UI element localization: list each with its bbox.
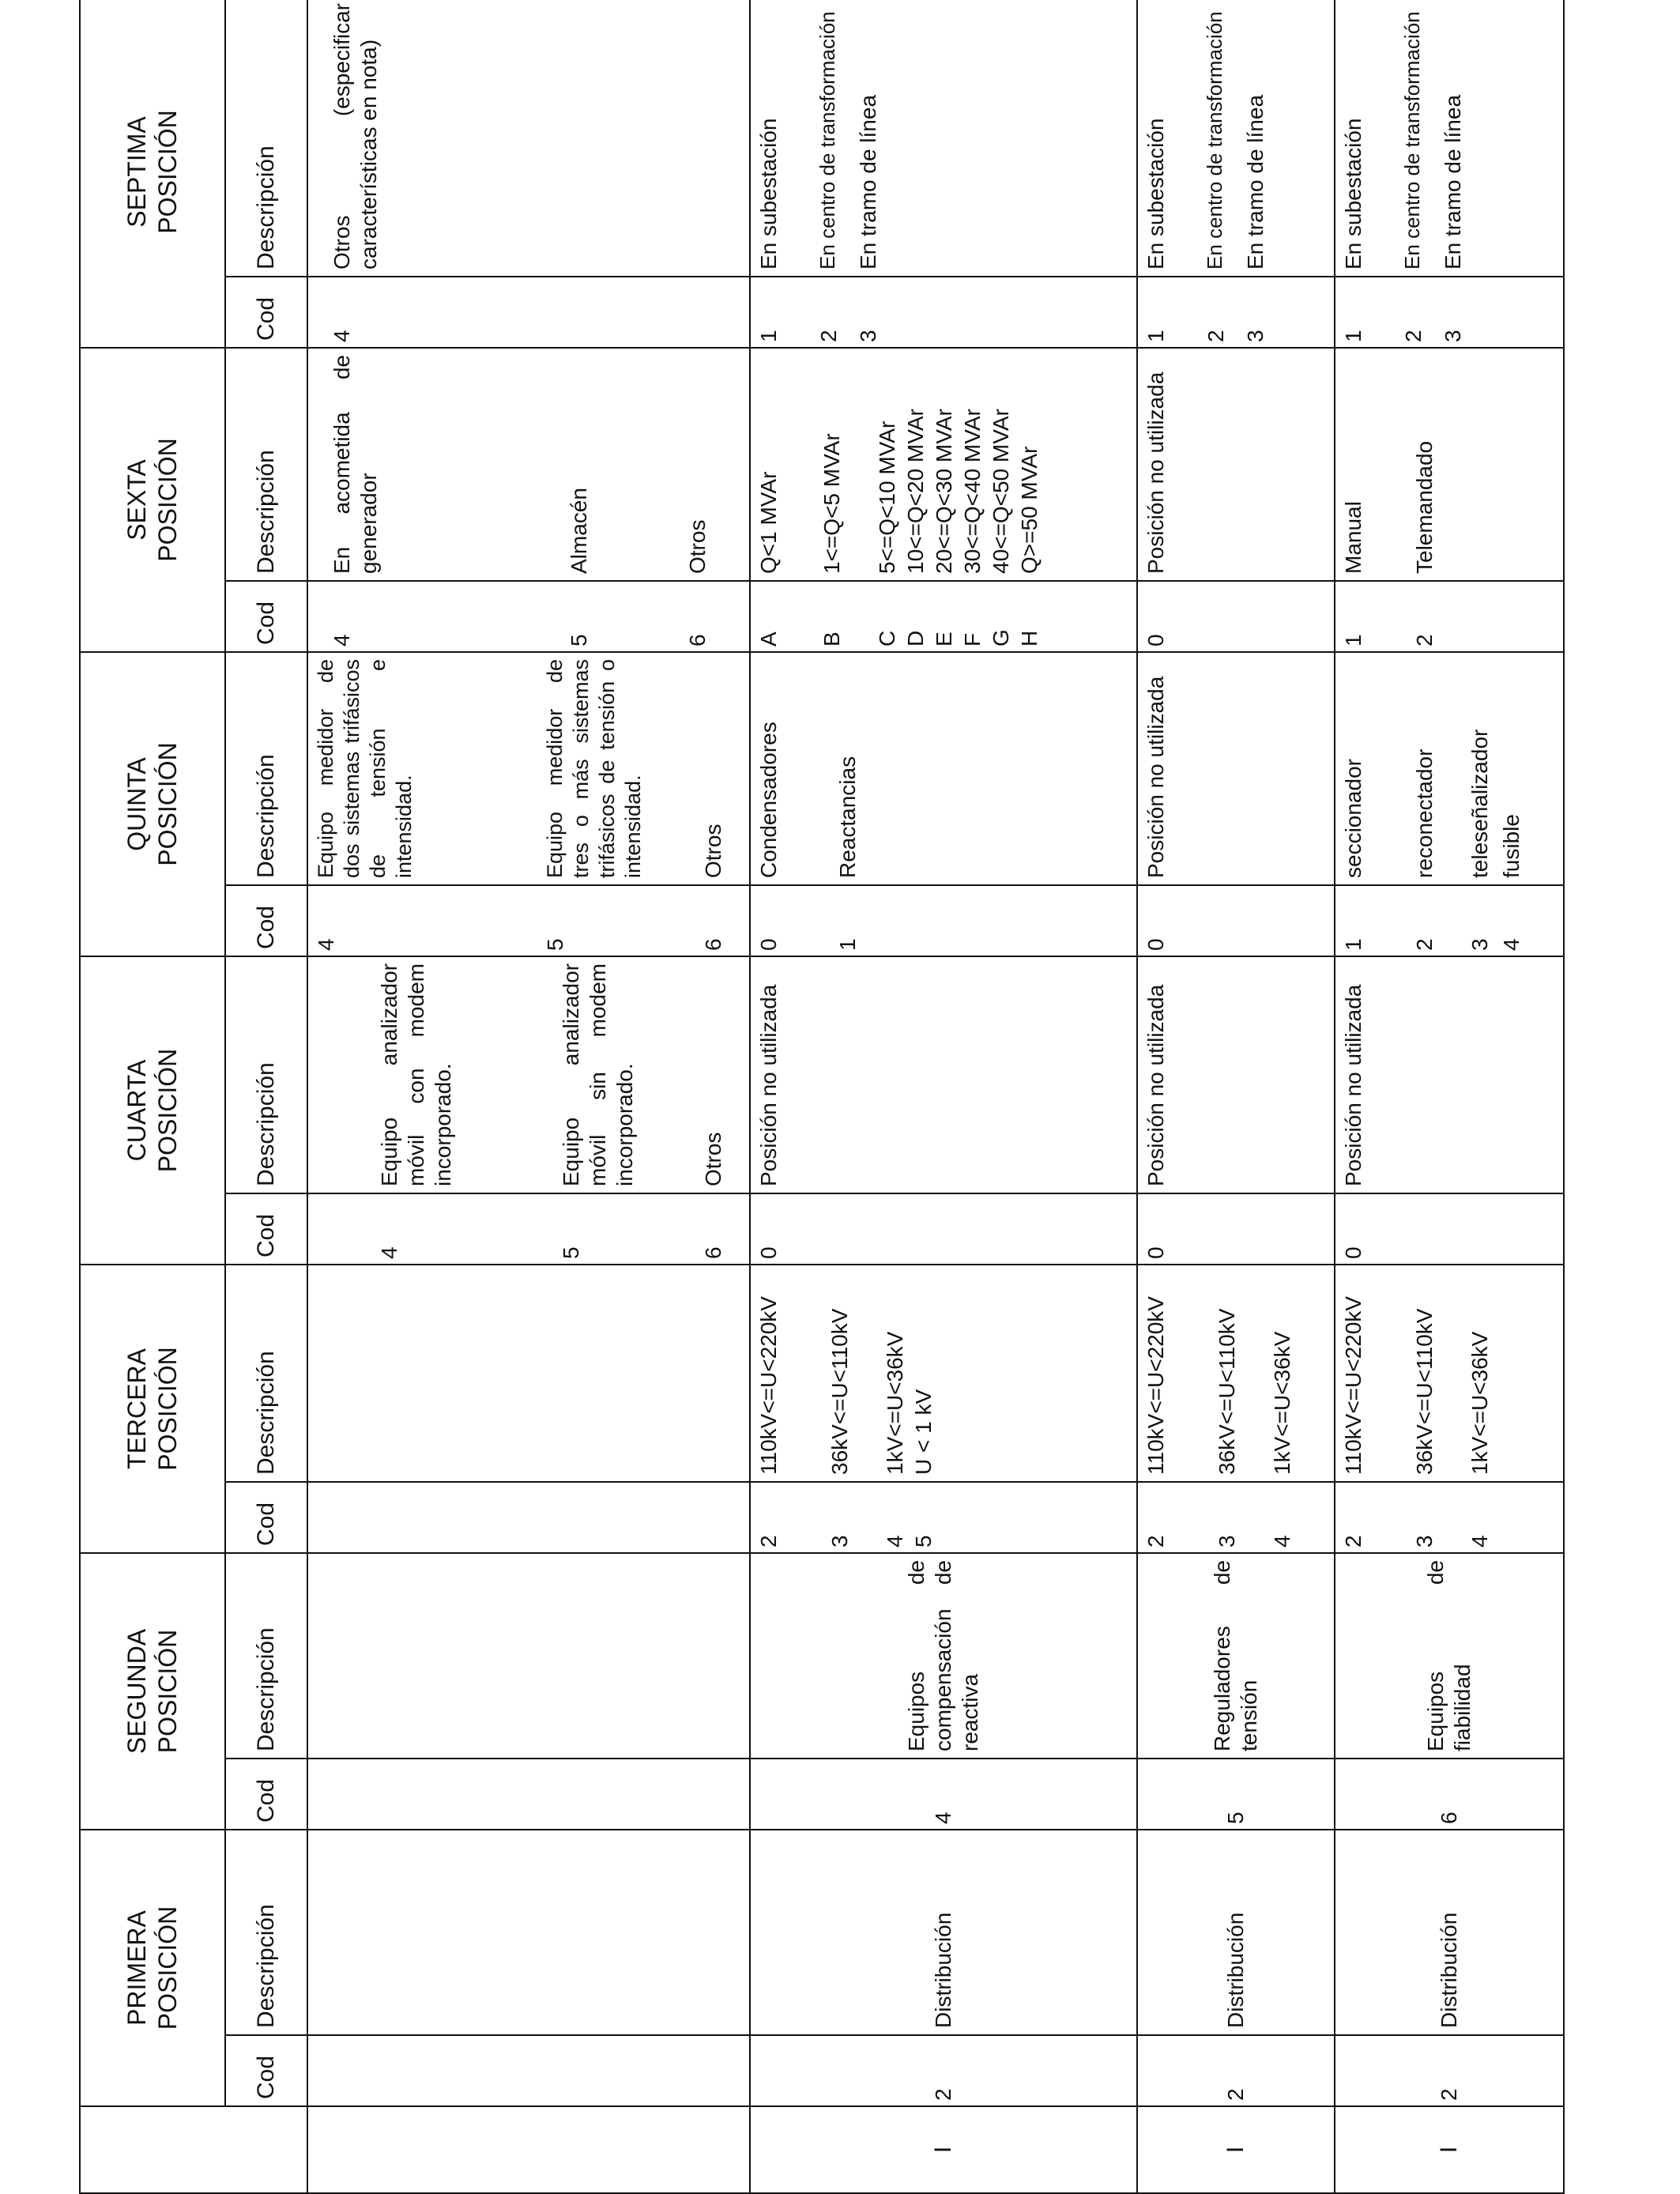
desc-value: En subestación xyxy=(1143,118,1168,270)
letter-cell: I xyxy=(1335,2106,1564,2193)
desc-cell: Distribución xyxy=(1335,1830,1564,2035)
desc-value: 36kV<=U<110kV xyxy=(1215,1308,1239,1475)
code-value: 4 xyxy=(377,1246,401,1259)
desc-value: 110kV<=U<220kV xyxy=(756,1296,781,1475)
header-subtitle: POSICIÓN xyxy=(153,1347,182,1471)
desc-cell: Posición no utilizada xyxy=(1137,348,1335,581)
cod-subheader: Cod xyxy=(225,1759,307,1830)
code-value: 4 xyxy=(314,938,338,951)
desc-value: Q>=50 MVAr xyxy=(1017,446,1042,574)
desc-cell: Posición no utilizada xyxy=(1335,956,1564,1193)
desc-value: Q<1 MVAr xyxy=(756,471,781,574)
desc-value: Otros xyxy=(701,824,725,878)
code-value: 1 xyxy=(1341,330,1365,342)
desc-value: Condensadores xyxy=(756,722,781,878)
cod-cell xyxy=(307,1482,750,1553)
desc-value: 1kV<=U<36kV xyxy=(1467,1331,1492,1475)
desc-cell xyxy=(1335,0,1564,277)
header-subtitle: POSICIÓN xyxy=(153,438,182,562)
desc-cell: Posición no utilizada xyxy=(1137,956,1335,1193)
desc-subheader: Descripción xyxy=(225,956,307,1193)
header-subtitle: POSICIÓN xyxy=(153,1629,182,1754)
code-value: 2 xyxy=(1341,1535,1365,1547)
desc-value: En centro de transformación xyxy=(1203,11,1226,270)
cod-cell xyxy=(307,885,750,956)
desc-cell xyxy=(750,0,1137,277)
desc-value: Manual xyxy=(1341,501,1365,574)
desc-value: Equipo medidor de dos sistemas trifásicos de tensión e intensidad. xyxy=(314,659,416,878)
code-value: H xyxy=(1017,630,1042,647)
cod-cell: 0 xyxy=(750,1193,1137,1265)
desc-cell: Equipos de fiabilidad xyxy=(1335,1553,1564,1759)
header-cuarta xyxy=(80,956,225,1265)
cod-cell: 2 xyxy=(1335,2035,1564,2106)
desc-cell xyxy=(307,652,750,885)
desc-cell xyxy=(307,956,750,1193)
code-value: 4 xyxy=(1467,1535,1492,1547)
cod-cell xyxy=(750,581,1137,652)
code-value: 4 xyxy=(330,634,354,647)
desc-cell xyxy=(307,348,750,581)
cod-cell: 5 xyxy=(1137,1759,1335,1830)
code-value: E xyxy=(932,631,956,647)
desc-value: fusible xyxy=(1499,814,1524,878)
desc-cell xyxy=(750,348,1137,581)
desc-cell: Posición no utilizada xyxy=(750,956,1137,1193)
desc-value: En tramo de línea xyxy=(1243,94,1268,270)
desc-subheader: Descripción xyxy=(225,0,307,277)
group-row-fiabilidad xyxy=(1335,0,1564,2193)
header-subtitle: POSICIÓN xyxy=(153,1906,182,2030)
cod-cell xyxy=(1335,1482,1564,1553)
header-title: SEPTIMA xyxy=(122,116,151,228)
cod-cell: 4 xyxy=(750,1759,1137,1830)
cod-cell xyxy=(750,885,1137,956)
rotated-table-sheet xyxy=(79,3,1565,2194)
cod-cell xyxy=(1137,1482,1335,1553)
code-value: 6 xyxy=(701,1246,725,1259)
group-row-reguladores xyxy=(1137,0,1335,2193)
desc-cell xyxy=(307,1553,750,1759)
code-value: 1 xyxy=(756,330,781,342)
desc-cell xyxy=(307,0,750,277)
code-value: 5 xyxy=(543,938,567,951)
code-value: 5 xyxy=(559,1246,583,1259)
cod-cell: 0 xyxy=(1137,581,1335,652)
cod-cell: 2 xyxy=(750,2035,1137,2106)
code-value: A xyxy=(756,631,781,647)
desc-cell xyxy=(1335,348,1564,581)
desc-cell xyxy=(1137,0,1335,277)
desc-value: 36kV<=U<110kV xyxy=(827,1308,852,1475)
desc-value: En tramo de línea xyxy=(1441,94,1465,270)
position-code-table xyxy=(79,0,1565,2194)
header-title: PRIMERA xyxy=(122,1910,151,2026)
desc-value: 110kV<=U<220kV xyxy=(1143,1296,1168,1475)
code-value: 5 xyxy=(911,1535,936,1547)
desc-subheader: Descripción xyxy=(225,1830,307,2035)
cod-cell xyxy=(750,1482,1137,1553)
desc-cell: Posición no utilizada xyxy=(1137,652,1335,885)
desc-value: 1<=Q<5 MVAr xyxy=(819,433,844,574)
desc-value: U < 1 kV xyxy=(911,1389,936,1475)
code-value: 4 xyxy=(1499,938,1524,951)
desc-value: Telemandado xyxy=(1412,440,1437,574)
desc-value: En subestación xyxy=(1341,118,1365,270)
code-value: C xyxy=(875,630,899,647)
desc-value: Equipo analizador móvil sin modem incorporado. xyxy=(559,963,638,1186)
cod-cell xyxy=(1335,581,1564,652)
code-value: 1 xyxy=(1143,330,1168,342)
desc-cell: Distribución xyxy=(750,1830,1137,2035)
desc-value: 5<=Q<10 MVAr xyxy=(875,420,899,574)
cod-cell: 0 xyxy=(1137,1193,1335,1265)
desc-value: 110kV<=U<220kV xyxy=(1341,1296,1365,1475)
code-value: 2 xyxy=(1401,330,1426,342)
desc-value: seccionador xyxy=(1341,759,1365,878)
desc-value: teleseñalizador xyxy=(1467,729,1492,878)
desc-value: En tramo de línea xyxy=(856,94,880,270)
header-sexta xyxy=(80,348,225,652)
desc-value: En centro de transformación xyxy=(816,11,839,270)
header-row xyxy=(80,0,225,2193)
cod-subheader: Cod xyxy=(225,581,307,652)
desc-value: Otros xyxy=(701,1132,725,1186)
letter-cell xyxy=(307,2106,750,2193)
header-title: QUINTA xyxy=(122,757,151,851)
desc-value: En acometida de generador xyxy=(330,355,382,574)
desc-value: Equipo analizador móvil con modem incorporado. xyxy=(377,963,456,1186)
code-value: 1 xyxy=(835,938,860,951)
desc-value: 20<=Q<30 MVAr xyxy=(932,409,956,574)
desc-value: Otros xyxy=(685,519,710,574)
cod-cell xyxy=(307,581,750,652)
code-value: 2 xyxy=(816,330,841,342)
cod-subheader: Cod xyxy=(225,2035,307,2106)
code-value: G xyxy=(989,629,1013,647)
code-value: 2 xyxy=(1143,1535,1168,1547)
desc-value: En subestación xyxy=(756,118,781,270)
desc-cell xyxy=(750,1265,1137,1482)
header-title: CUARTA xyxy=(122,1059,151,1162)
code-value: 3 xyxy=(1467,938,1492,951)
desc-cell xyxy=(750,652,1137,885)
desc-value: 40<=Q<50 MVAr xyxy=(989,409,1013,574)
desc-value: 10<=Q<20 MVAr xyxy=(903,409,928,574)
desc-cell xyxy=(1335,652,1564,885)
code-value: 6 xyxy=(701,938,725,951)
desc-cell xyxy=(307,1265,750,1482)
cod-cell: 0 xyxy=(1335,1193,1564,1265)
cod-cell xyxy=(307,2035,750,2106)
cod-cell xyxy=(1335,885,1564,956)
desc-cell xyxy=(1335,1265,1564,1482)
code-value: 4 xyxy=(330,330,354,342)
continuation-row xyxy=(307,0,750,2193)
cod-cell: 2 xyxy=(1137,2035,1335,2106)
desc-subheader: Descripción xyxy=(225,348,307,581)
header-tercera xyxy=(80,1265,225,1553)
desc-subheader: Descripción xyxy=(225,1553,307,1759)
code-value: B xyxy=(819,631,844,647)
letter-column-header xyxy=(80,2106,307,2193)
desc-value: 1kV<=U<36kV xyxy=(1270,1331,1294,1475)
cod-subheader: Cod xyxy=(225,277,307,348)
code-value: 4 xyxy=(1270,1535,1294,1547)
desc-cell: Equipos de compensación de reactiva xyxy=(750,1553,1137,1759)
header-septima xyxy=(80,0,225,348)
code-value: 6 xyxy=(685,634,710,647)
cod-cell: 0 xyxy=(1137,885,1335,956)
code-value: 1 xyxy=(1341,634,1365,647)
desc-cell: Distribución xyxy=(1137,1830,1335,2035)
desc-value: Reactancias xyxy=(835,756,860,878)
code-value: 0 xyxy=(756,938,781,951)
code-value: 2 xyxy=(756,1535,781,1547)
desc-value: Otros (especificar características en nota) xyxy=(330,3,382,270)
header-title: TERCERA xyxy=(122,1348,151,1469)
cod-subheader: Cod xyxy=(225,1193,307,1265)
cod-cell xyxy=(1335,277,1564,348)
header-subtitle: POSICIÓN xyxy=(153,110,182,234)
desc-cell xyxy=(1137,1265,1335,1482)
cod-cell xyxy=(307,1193,750,1265)
code-value: F xyxy=(960,632,985,647)
code-value: 3 xyxy=(1441,330,1465,342)
cod-cell xyxy=(307,277,750,348)
desc-value: 36kV<=U<110kV xyxy=(1412,1308,1437,1475)
code-value: 4 xyxy=(883,1535,907,1547)
subheader-row xyxy=(225,0,307,2193)
code-value: 3 xyxy=(1412,1535,1437,1547)
desc-value: 1kV<=U<36kV xyxy=(883,1331,907,1475)
code-value: 2 xyxy=(1412,938,1437,951)
header-primera xyxy=(80,1830,225,2106)
code-value: D xyxy=(903,630,928,647)
desc-value: Almacén xyxy=(567,488,591,574)
header-quinta xyxy=(80,652,225,956)
code-value: 2 xyxy=(1203,330,1228,342)
cod-cell xyxy=(1137,277,1335,348)
cod-cell xyxy=(307,1759,750,1830)
letter-cell: I xyxy=(1137,2106,1335,2193)
cod-cell: 6 xyxy=(1335,1759,1564,1830)
code-value: 3 xyxy=(1215,1535,1239,1547)
header-title: SEGUNDA xyxy=(122,1628,151,1755)
desc-subheader: Descripción xyxy=(225,1265,307,1482)
code-value: 1 xyxy=(1341,938,1365,951)
code-value: 5 xyxy=(567,634,591,647)
code-value: 2 xyxy=(1412,634,1437,647)
code-value: 3 xyxy=(1243,330,1268,342)
desc-subheader: Descripción xyxy=(225,652,307,885)
desc-value: 30<=Q<40 MVAr xyxy=(960,409,985,574)
group-row-compensacion xyxy=(750,0,1137,2193)
desc-value: Equipo medidor de tres o más sistemas trifásicos de tensión o intensidad. xyxy=(543,659,645,878)
code-value: 3 xyxy=(827,1535,852,1547)
letter-cell: I xyxy=(750,2106,1137,2193)
cod-subheader: Cod xyxy=(225,885,307,956)
header-title: SEXTA xyxy=(122,459,151,541)
desc-value: En centro de transformación xyxy=(1400,11,1424,270)
desc-cell xyxy=(307,1830,750,2035)
desc-value: reconectador xyxy=(1412,748,1437,878)
cod-subheader: Cod xyxy=(225,1482,307,1553)
desc-cell: Reguladores de tensión xyxy=(1137,1553,1335,1759)
header-segunda xyxy=(80,1553,225,1830)
header-subtitle: POSICIÓN xyxy=(153,742,182,866)
cod-cell xyxy=(750,277,1137,348)
header-subtitle: POSICIÓN xyxy=(153,1048,182,1173)
code-value: 3 xyxy=(856,330,880,342)
